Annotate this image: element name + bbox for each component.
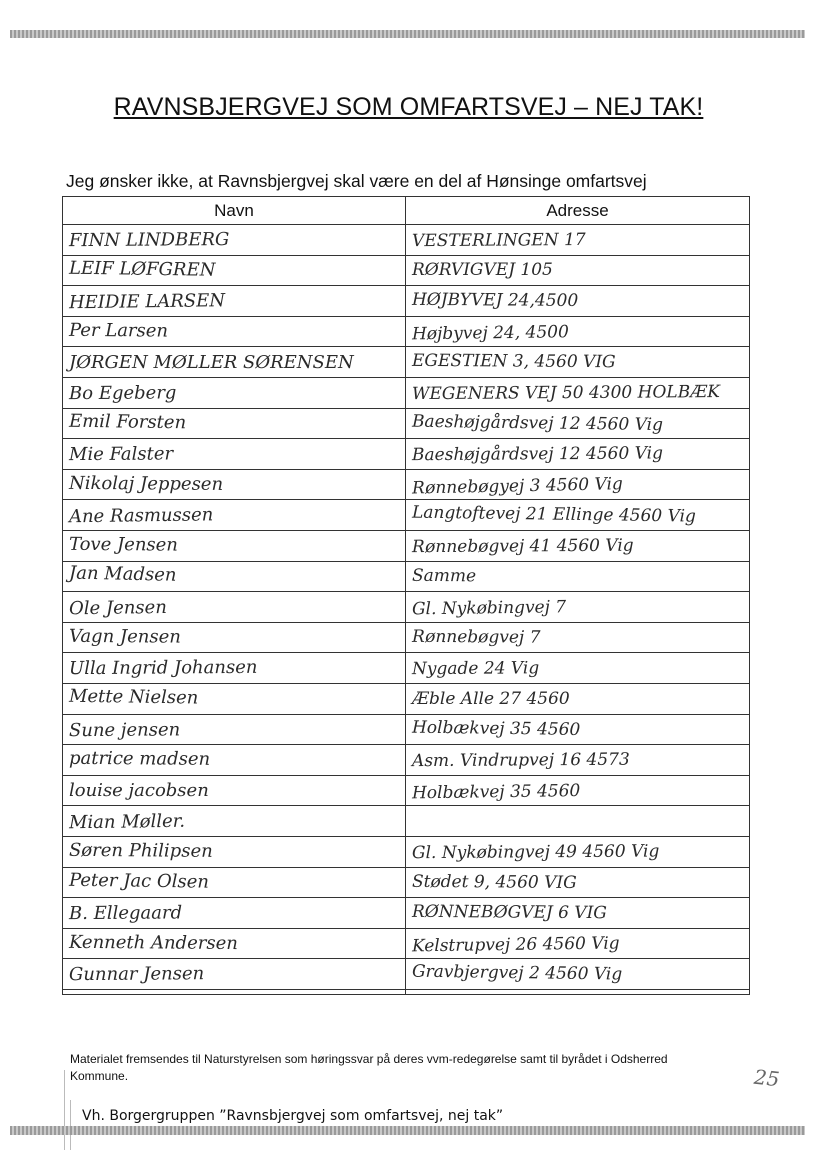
signer-name: Ulla Ingrid Johansen	[68, 657, 258, 680]
signer-name: Sune jensen	[68, 719, 181, 742]
signer-name: louise jacobsen	[69, 780, 209, 802]
table-row	[63, 623, 749, 654]
signer-address	[406, 805, 757, 837]
signer-name: Jan Madsen	[68, 562, 177, 586]
signer-address: Højbyvej 24, 4500	[411, 321, 570, 344]
signer-name: Mette Nielsen	[68, 685, 199, 709]
scan-margin-line	[70, 1100, 71, 1150]
signer-name: HEIDIE LARSEN	[68, 290, 226, 314]
table-row	[63, 378, 749, 409]
table-row	[63, 409, 749, 440]
signer-address: Gl. Nykøbingvej 49 4560 Vig	[411, 841, 660, 863]
signer-address: Langtoftevej 21 Ellinge 4560 Vig	[411, 502, 697, 527]
signer-name: FINN LINDBERG	[68, 229, 230, 252]
signer-address: Asm. Vindrupvej 16 4573	[411, 749, 630, 772]
signer-address: VESTERLINGEN 17	[411, 229, 586, 251]
table-row	[63, 531, 749, 562]
table-row	[63, 592, 749, 623]
signer-address: EGESTIEN 3, 4560 VIG	[411, 351, 616, 373]
signer-address: Stødet 9, 4560 VIG	[411, 871, 577, 893]
signer-name: Per Larsen	[68, 319, 169, 342]
table-row	[63, 225, 749, 256]
page-title: RAVNSBJERGVEJ SOM OMFARTSVEJ – NEJ TAK!	[113, 93, 704, 121]
signer-address: Samme	[411, 565, 477, 586]
signer-address: HØJBYVEJ 24,4500	[411, 289, 579, 311]
table-row	[63, 256, 749, 287]
signer-name: patrice madsen	[68, 748, 211, 771]
handwritten-page-number: 25	[752, 1064, 781, 1092]
table-row	[63, 806, 749, 837]
signer-name: Kenneth Andersen	[68, 931, 238, 955]
table-row	[63, 929, 749, 960]
table-row	[63, 959, 749, 990]
signer-name: Peter Jac Olsen	[68, 869, 210, 893]
signer-name: Ole Jensen	[68, 597, 167, 620]
signer-name: Ane Rasmussen	[68, 504, 214, 528]
signer-address: Nygade 24 Vig	[411, 658, 540, 680]
table-row	[63, 715, 749, 746]
column-header-name: Navn	[214, 201, 254, 220]
signer-address: Holbækvej 35 4560	[411, 780, 581, 803]
signer-name: LEIF LØFGREN	[68, 257, 216, 281]
petition-statement: Jeg ønsker ikke, at Ravnsbjergvej skal være en del af Hønsinge omfartsvej	[66, 171, 647, 191]
signer-name: Tove Jensen	[68, 534, 179, 556]
scan-border-top	[10, 30, 805, 38]
table-row	[63, 347, 749, 378]
signer-name: Emil Forsten	[68, 410, 187, 434]
table-row	[63, 684, 749, 715]
signer-address: RØNNEBØGVEJ 6 VIG	[411, 901, 607, 924]
scan-margin-line	[64, 1070, 65, 1150]
signer-address: RØRVIGVEJ 105	[412, 260, 553, 281]
table-row	[63, 317, 749, 348]
signer-address: Kelstrupvej 26 4560 Vig	[411, 933, 620, 956]
table-row	[63, 653, 749, 684]
signer-address: Rønnebøgyej 3 4560 Vig	[411, 473, 624, 499]
table-row	[63, 439, 749, 470]
table-row	[63, 562, 749, 593]
table-row	[63, 776, 749, 807]
table-row	[63, 898, 749, 929]
signer-address: Rønnebøgvej 7	[411, 626, 541, 648]
table-row	[63, 286, 749, 317]
scan-border-bottom	[10, 1126, 805, 1135]
table-row	[63, 500, 749, 531]
signer-name: Vagn Jensen	[68, 625, 181, 648]
signature-table	[62, 196, 750, 995]
column-header-address: Adresse	[546, 201, 609, 220]
signature-line: Vh. Borgergruppen ”Ravnsbjergvej som omfartsvej, nej tak”	[82, 1108, 504, 1124]
signer-address: Holbækvej 35 4560	[411, 717, 581, 740]
signer-name: Bo Egeberg	[68, 382, 177, 405]
signer-address: WEGENERS VEJ 50 4300 HOLBÆK	[411, 381, 720, 404]
signer-name: Nikolaj Jeppesen	[68, 472, 224, 496]
signer-address: Æble Alle 27 4560	[412, 688, 570, 709]
footer-note: Materialet fremsendes til Naturstyrelsen som høringssvar på deres vvm-redegørelse samt til byrådet i Odsherred Kommune.	[70, 1052, 668, 1083]
signer-address: Baeshøjgårdsvej 12 4560 Vig	[411, 443, 664, 466]
signer-name: B. Ellegaard	[68, 902, 183, 925]
signer-name: Mian Møller.	[68, 811, 186, 834]
signer-name: Mie Falster	[68, 443, 174, 466]
table-row	[63, 470, 749, 501]
signer-name: Gunnar Jensen	[68, 963, 205, 986]
signer-address: Baeshøjgårdsvej 12 4560 Vig	[411, 411, 664, 435]
table-row	[63, 745, 749, 776]
table-row	[63, 837, 749, 868]
signer-address: Rønnebøgvej 41 4560 Vig	[411, 535, 634, 557]
signer-address: Gl. Nykøbingvej 7	[411, 597, 567, 620]
signer-name: Søren Philipsen	[68, 840, 213, 863]
table-row	[63, 868, 749, 899]
signer-name: JØRGEN MØLLER SØRENSEN	[69, 351, 354, 373]
signer-address: Gravbjergvej 2 4560 Vig	[411, 961, 623, 985]
